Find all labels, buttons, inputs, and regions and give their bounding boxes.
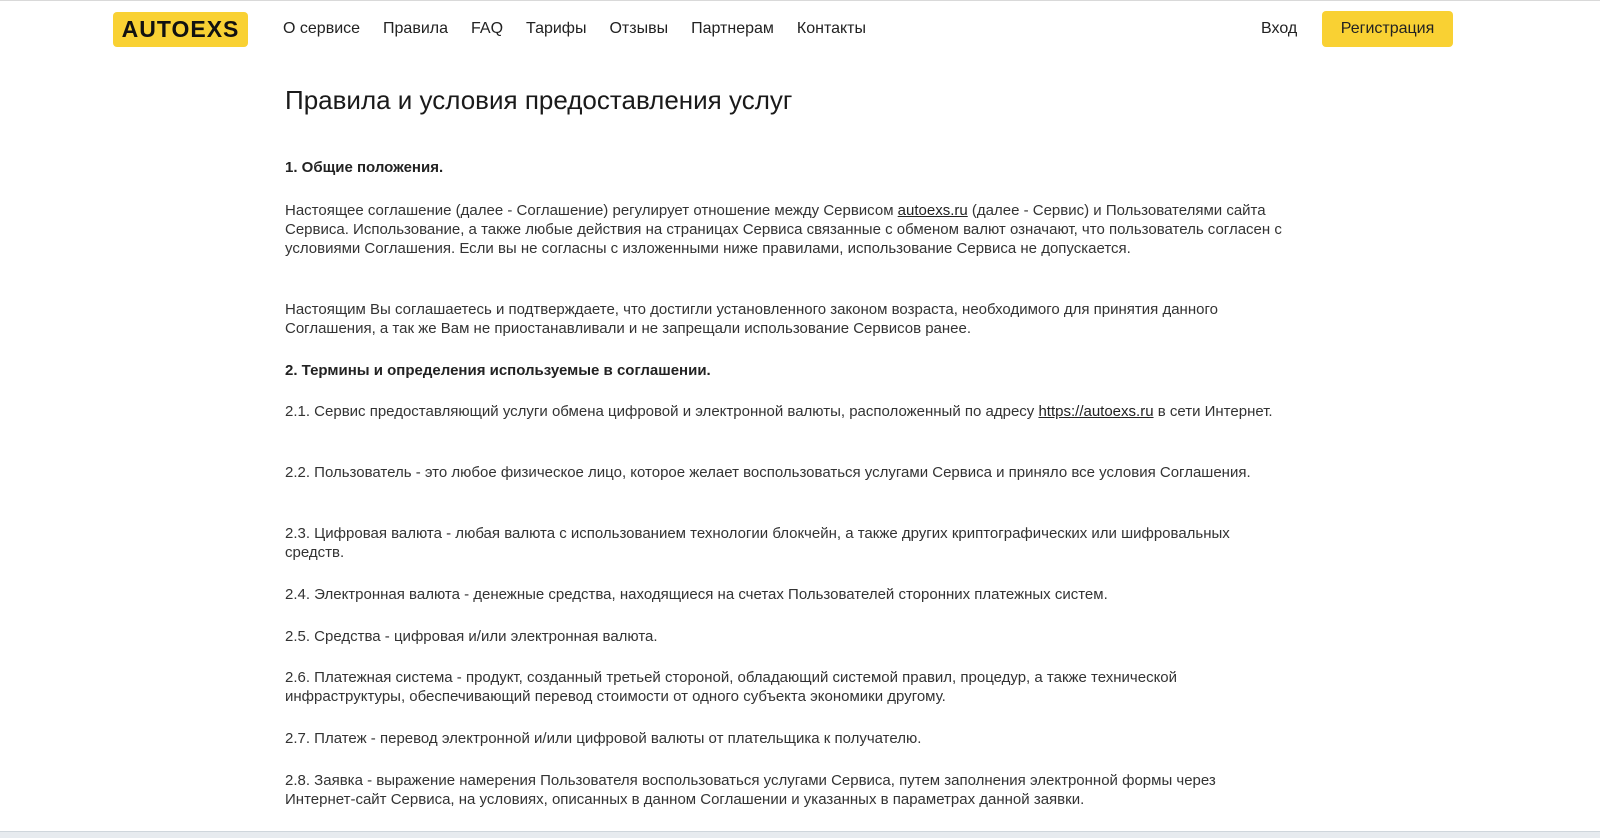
term-2-5: 2.5. Средства - цифровая и/или электронная валюта.	[285, 628, 658, 645]
term-2-6: 2.6. Платежная система - продукт, созданный третьей стороной, обладающий системой правил, процедур, а также технической инфраструктуры, обеспечивающий перевод стоимости от одного субъекта экономики другому.	[285, 669, 1178, 705]
term-text: 2.1. Сервис предоставляющий услуги обмена цифровой и электронной валюты, расположенный по адресу	[285, 403, 1039, 420]
paragraph-consent: Настоящим Вы соглашаетесь и подтверждаете, что достигли установленного законом возраста, необходимого для принятия данного Соглашения, а так же Вам не приостанавливали и не запрещали использование Сервисов ранее.	[285, 301, 1218, 337]
nav-faq[interactable]: FAQ	[471, 20, 504, 37]
term-text: в сети Интернет.	[1153, 403, 1273, 420]
nav-partners[interactable]: Партнерам	[691, 20, 774, 37]
term-2-2: 2.2. Пользователь - это любое физическое лицо, которое желает воспользоваться услугами Сервиса и приняло все условия Соглашения.	[285, 464, 1251, 481]
paragraph-agreement	[285, 201, 1285, 258]
nav-about[interactable]: О сервисе	[283, 20, 361, 37]
term-2-8: 2.8. Заявка - выражение намерения Пользователя воспользоваться услугами Сервиса, путем заполнения электронной формы через Интернет-сайт Сервиса, на условиях, описанных в данном Соглашении и указанных в параметрах данной заявки.	[285, 772, 1216, 808]
site-url-link[interactable]: https://autoexs.ru	[1038, 403, 1154, 420]
paragraph-text: Настоящее соглашение (далее - Соглашение) регулирует отношение между Сервисом	[285, 202, 898, 219]
nav-rules[interactable]: Правила	[383, 20, 448, 37]
rules-content	[285, 80, 1285, 808]
term-2-4: 2.4. Электронная валюта - денежные средства, находящиеся на счетах Пользователей сторонних платежных систем.	[285, 586, 1108, 603]
section-1-title: 1. Общие положения.	[285, 159, 444, 176]
logo[interactable]: AUTOEXS	[113, 12, 248, 47]
site-header	[0, 0, 1600, 60]
term-2-7: 2.7. Платеж - перевод электронной и/или цифровой валюты от плательщика к получателю.	[285, 730, 922, 747]
nav-tariffs[interactable]: Тарифы	[526, 20, 587, 37]
login-link[interactable]: Вход	[1261, 20, 1298, 37]
section-2-title: 2. Термины и определения используемые в соглашении.	[285, 362, 711, 379]
term-2-1	[285, 402, 1285, 421]
main-nav	[283, 19, 889, 39]
site-link[interactable]: autoexs.ru	[897, 202, 968, 219]
nav-contacts[interactable]: Контакты	[796, 20, 866, 37]
paragraph-text: (далее - Сервис) и Пользователями сайта Сервиса. Использование, а также любые действия на страницах Сервиса связанные с обменом валют означают, что пользователь согласен с условиями Соглашения. Если вы не согласны с изложенными ниже правилами, использование Сервиса не допускается.	[285, 202, 1282, 257]
nav-reviews[interactable]: Отзывы	[609, 20, 669, 37]
register-button[interactable]: Регистрация	[1322, 11, 1453, 47]
term-2-3: 2.3. Цифровая валюта - любая валюта с использованием технологии блокчейн, а также других криптографических или шифровальных средств.	[285, 525, 1230, 561]
page-title: Правила и условия предоставления услуг	[285, 85, 793, 115]
